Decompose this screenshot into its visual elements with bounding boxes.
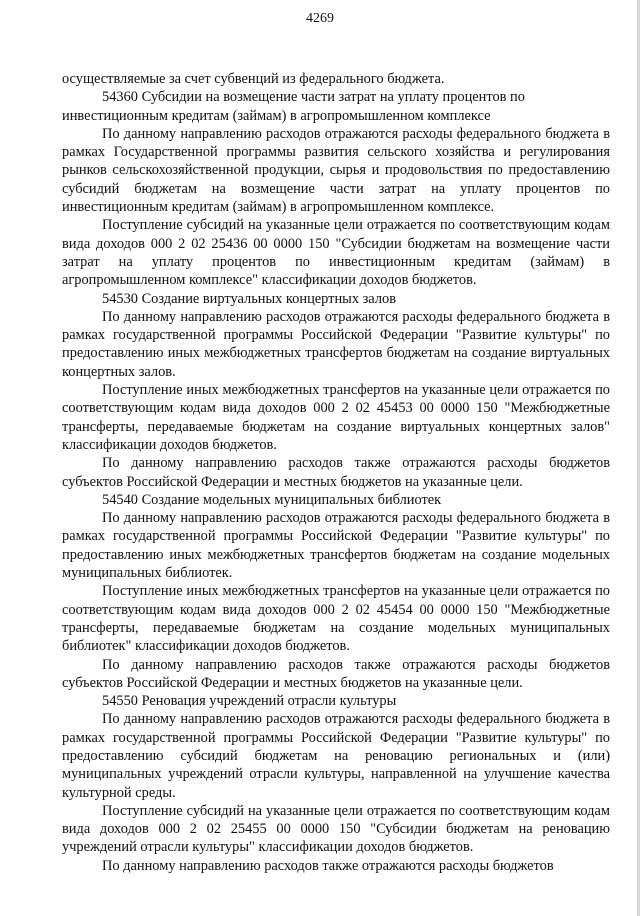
- paragraph-truncated: По данному направлению расходов также отражаются расходы бюджетов: [102, 857, 554, 874]
- paragraph: По данному направлению расходов также отражаются расходы бюджетов субъектов Российской Федерации и местных бюджетов на указанные цели.: [62, 656, 610, 691]
- section-heading-54360: 54360 Субсидии на возмещение части затрат на уплату процентов по инвестиционным кредитам (займам) в агропромышленном комплексе: [62, 89, 525, 124]
- paragraph: Поступление иных межбюджетных трансфертов на указанные цели отражается по соответствующим кодам вида доходов 000 2 02 45454 00 0000 150 "Межбюджетные трансферты, передаваемые бюджетам на создание модельных муниципальных библиотек" классификации доходов бюджетов.: [62, 583, 610, 655]
- paragraph: Поступление субсидий на указанные цели отражается по соответствующим кодам вида доходов 000 2 02 25455 00 0000 150 "Субсидии бюджетам на реновацию учреждений отрасли культуры" классификации доходов бюджетов.: [62, 802, 610, 856]
- paragraph: По данному направлению расходов отражаются расходы федерального бюджета в рамках государственной программы Российской Федерации "Развитие культуры" по предоставлению субсидий бюджетам на реновацию региональных и (или) муниципальных учреждений отрасли культуры, направленной на улучшение качества культурной среды.: [62, 711, 610, 801]
- paragraph: Поступление субсидий на указанные цели отражается по соответствующим кодам вида доходов 000 2 02 25436 00 0000 150 "Субсидии бюджетам на возмещение части затрат на уплату процентов по инвестиционным кредитам (займам) в агропромышленном комплексе" классификации доходов бюджетов.: [62, 217, 610, 289]
- paragraph: По данному направлению расходов отражаются расходы федерального бюджета в рамках государственной программы Российской Федерации "Развитие культуры" по предоставлению иных межбюджетных трансфертов бюджетам на создание модельных муниципальных библиотек.: [62, 510, 610, 582]
- paragraph-continuation: осуществляемые за счет субвенций из федерального бюджета.: [62, 71, 445, 87]
- section-heading-54550: 54550 Реновация учреждений отрасли культуры: [102, 693, 397, 710]
- page-number: 4269: [306, 11, 334, 26]
- section-heading-54530: 54530 Создание виртуальных концертных залов: [102, 290, 396, 307]
- document-body: [62, 70, 610, 875]
- paragraph: Поступление иных межбюджетных трансфертов на указанные цели отражается по соответствующим кодам вида доходов 000 2 02 45453 00 0000 150 "Межбюджетные трансферты, передаваемые бюджетам на создание виртуальных концертных залов" классификации доходов бюджетов.: [62, 382, 610, 453]
- section-heading-54540: 54540 Создание модельных муниципальных библиотек: [102, 491, 442, 508]
- paragraph: По данному направлению расходов отражаются расходы федерального бюджета в рамках государственной программы Российской Федерации "Развитие культуры" по предоставлению иных межбюджетных трансфертов бюджетам на создание виртуальных концертных залов.: [62, 308, 610, 380]
- paragraph: По данному направлению расходов также отражаются расходы бюджетов субъектов Российской Федерации и местных бюджетов на указанные цели.: [62, 455, 610, 490]
- paragraph: По данному направлению расходов отражаются расходы федерального бюджета в рамках Государственной программы развития сельского хозяйства и регулирования рынков сельскохозяйственной продукции, сырья и продовольствия по предоставлению субсидий бюджетам на возмещение части затрат на уплату процентов по инвестиционным кредитам (займам) в агропромышленном комплексе.: [62, 125, 610, 216]
